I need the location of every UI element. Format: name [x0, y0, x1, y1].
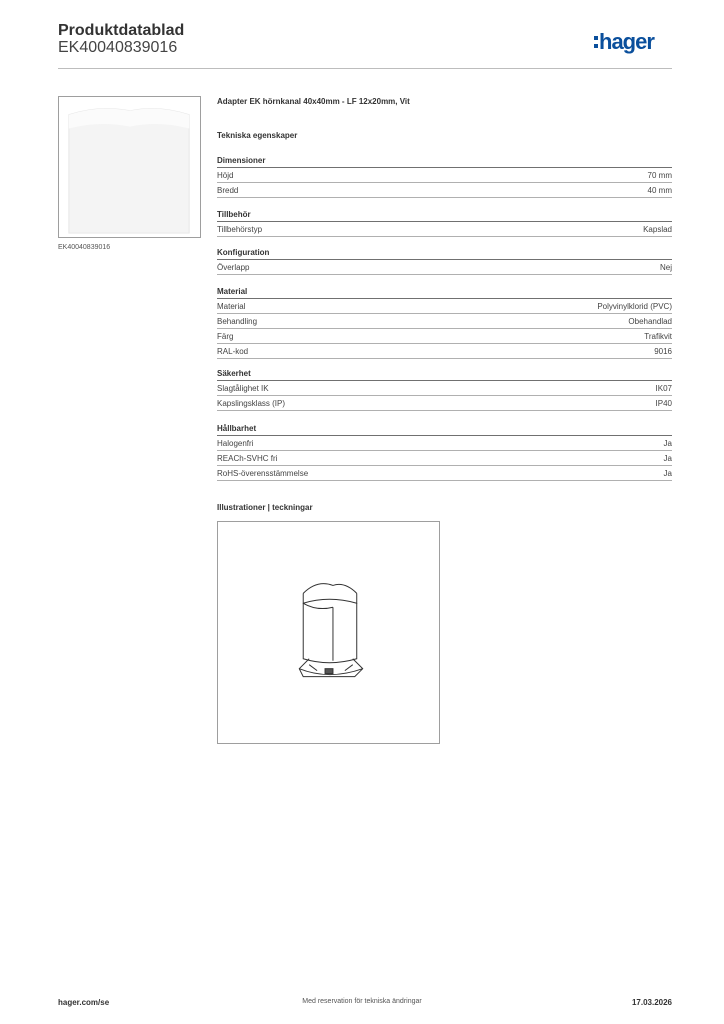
table-row	[217, 329, 672, 344]
row-label: REACh-SVHC fri	[217, 453, 278, 463]
table-row	[217, 222, 672, 237]
technical-drawing	[217, 521, 440, 744]
table-row	[217, 260, 672, 275]
row-label: Bredd	[217, 185, 239, 195]
row-value: Obehandlad	[628, 316, 672, 326]
row-value: 40 mm	[647, 185, 672, 195]
table-row	[217, 451, 672, 466]
row-value: Ja	[663, 468, 672, 478]
section-title: Säkerhet	[217, 368, 672, 381]
thumbnail-caption: EK40040839016	[58, 244, 111, 251]
illustrations-heading: Illustrationer | teckningar	[217, 503, 313, 512]
row-value: 70 mm	[647, 170, 672, 180]
row-value: 9016	[654, 346, 672, 356]
section-dimensions	[217, 155, 672, 198]
header-divider	[58, 68, 672, 69]
section-title: Hållbarhet	[217, 423, 672, 436]
row-label: Halogenfri	[217, 438, 254, 448]
footer-disclaimer: Med reservation för tekniska ändringar	[302, 998, 422, 1005]
row-label: Färg	[217, 331, 234, 341]
row-value: Polyvinylklorid (PVC)	[597, 301, 672, 311]
section-title: Dimensioner	[217, 155, 672, 168]
section-configuration	[217, 247, 672, 275]
row-value: Kapslad	[643, 224, 672, 234]
row-value: IP40	[655, 398, 672, 408]
table-row	[217, 183, 672, 198]
row-label: Slagtålighet IK	[217, 383, 269, 393]
hager-logo	[594, 27, 674, 57]
row-label: Behandling	[217, 316, 258, 326]
section-title: Konfiguration	[217, 247, 672, 260]
table-row	[217, 396, 672, 411]
section-title: Material	[217, 286, 672, 299]
row-label: RoHS-överensstämmelse	[217, 468, 309, 478]
page-title: Produktdatablad	[58, 22, 185, 39]
row-value: IK07	[655, 383, 672, 393]
table-row	[217, 381, 672, 396]
table-row	[217, 299, 672, 314]
section-title: Tillbehör	[217, 209, 672, 222]
article-number: EK40040839016	[58, 39, 178, 56]
row-value: Ja	[663, 453, 672, 463]
product-thumbnail	[58, 96, 201, 238]
section-safety	[217, 368, 672, 411]
section-accessories	[217, 209, 672, 237]
row-label: Överlapp	[217, 262, 250, 272]
row-label: Höjd	[217, 170, 234, 180]
table-row	[217, 466, 672, 481]
row-value: Trafikvit	[644, 331, 672, 341]
row-value: Ja	[663, 438, 672, 448]
row-label: RAL-kod	[217, 346, 249, 356]
product-name: Adapter EK hörnkanal 40x40mm - LF 12x20mm, Vit	[217, 97, 410, 106]
section-material	[217, 286, 672, 359]
table-row	[217, 168, 672, 183]
row-label: Material	[217, 301, 246, 311]
table-row	[217, 314, 672, 329]
technical-properties-heading: Tekniska egenskaper	[217, 131, 298, 140]
row-label: Kapslingsklass (IP)	[217, 398, 286, 408]
footer-date: 17.03.2026	[631, 998, 672, 1007]
table-row	[217, 344, 672, 359]
row-value: Nej	[659, 262, 672, 272]
footer-website-link[interactable]: hager.com/se	[58, 998, 110, 1007]
table-row	[217, 436, 672, 451]
row-label: Tillbehörstyp	[217, 224, 263, 234]
section-sustainability	[217, 423, 672, 481]
brand-wordmark: hager	[599, 29, 654, 54]
